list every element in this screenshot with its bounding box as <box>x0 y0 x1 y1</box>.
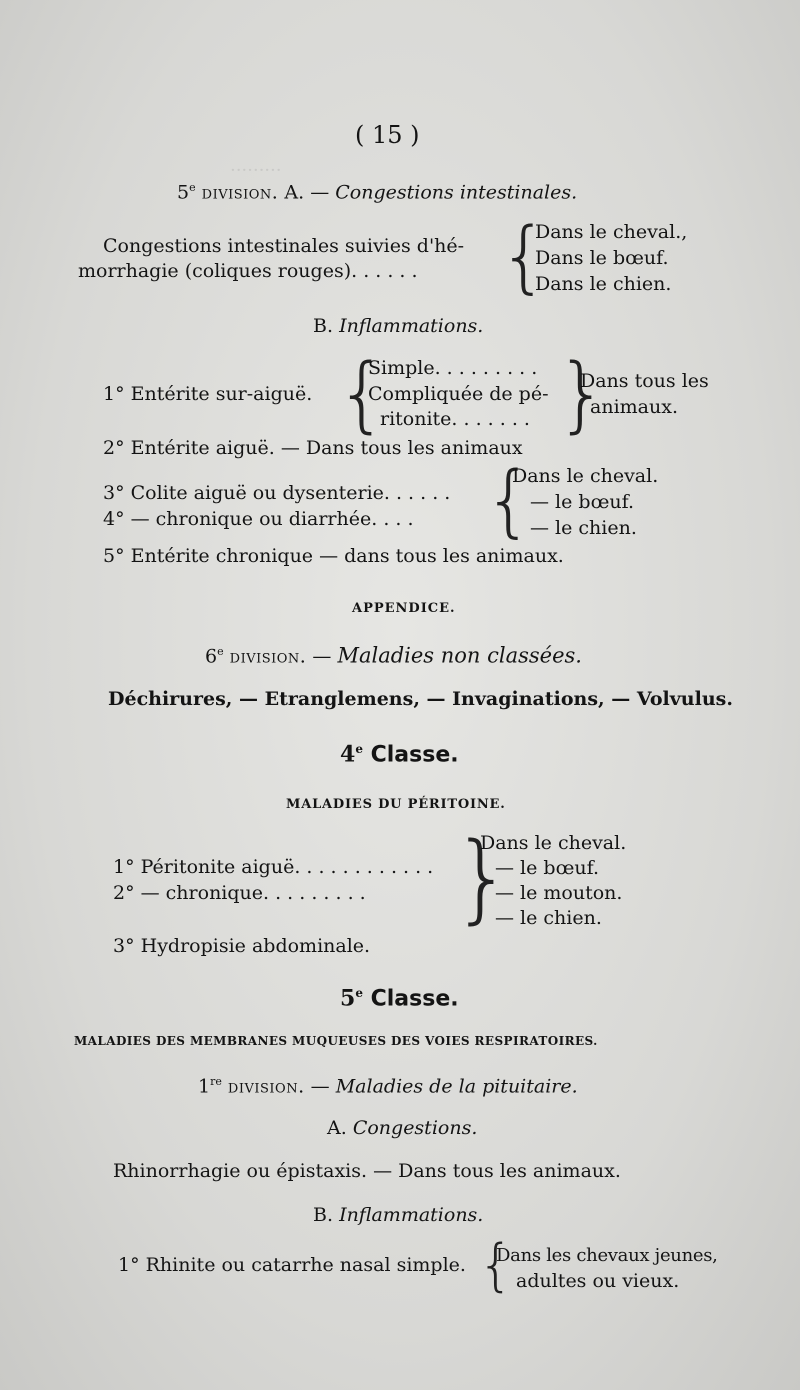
classe-5-number: 5 <box>340 985 356 1012</box>
inflammations-2-heading <box>313 1204 483 1226</box>
rhinite-animals-line2: adultes ou vieux. <box>516 1270 680 1292</box>
congestions-animal-1: Dans le cheval., <box>535 221 688 243</box>
division-5-letter: A. <box>284 181 305 204</box>
division-5-heading <box>177 177 577 203</box>
division-1-title: Maladies de la pituitaire. <box>335 1075 578 1098</box>
sur-form-compliquee: Compliquée de pé- <box>368 383 549 405</box>
congestions-title: Congestions. <box>352 1117 478 1139</box>
inflammations-title: Inflammations. <box>339 315 484 337</box>
congestions-item-line2: morrhagie (coliques rouges). . . . . . <box>78 260 418 282</box>
congestions-animal-3: Dans le chien. <box>535 273 672 295</box>
inflammations-letter: B. <box>313 315 334 337</box>
division-6-ordinal: e <box>217 645 224 658</box>
bleed-through: ········· <box>230 160 282 181</box>
inflammations-heading <box>313 315 483 337</box>
page-number: ( 15 ) <box>355 121 420 149</box>
division-6-number: 6 <box>205 645 218 668</box>
rhinorrhagie: Rhinorrhagie ou épistaxis. — Dans tous les animaux. <box>113 1160 621 1182</box>
division-5-label: division. <box>201 181 279 204</box>
division-5-number: 5 <box>177 181 190 204</box>
sur-form-simple: Simple. . . . . . . . . <box>368 357 538 379</box>
division-1-ordinal: re <box>210 1075 222 1088</box>
classe-5-word: Classe. <box>370 986 459 1012</box>
rhinite: 1° Rhinite ou catarrhe nasal simple. <box>118 1254 466 1276</box>
colite-animal-3: — le chien. <box>530 517 637 539</box>
inflammations-2-letter: B. <box>313 1204 334 1226</box>
inflammations-2-title: Inflammations. <box>339 1204 484 1226</box>
classe-5-division-1-heading <box>198 1071 578 1097</box>
peritonite-animal-2: — le bœuf. <box>495 857 599 879</box>
peritonite-animal-4: — le chien. <box>495 907 602 929</box>
division-5-title: Congestions intestinales. <box>335 181 578 204</box>
classe-4-word: Classe. <box>370 742 459 768</box>
hydropisie: 3° Hydropisie abdominale. <box>113 935 371 957</box>
peritonite-animal-1: Dans le cheval. <box>480 832 627 854</box>
brace-icon: } <box>452 822 514 934</box>
enterite-chronique: 5° Entérite chronique — dans tous les animaux. <box>103 545 564 567</box>
rhinite-animals-line1: Dans les chevaux jeunes, <box>496 1245 718 1266</box>
colite-animal-2: — le bœuf. <box>530 491 634 513</box>
sur-animals-line1: Dans tous les <box>580 370 709 392</box>
brace-icon: } <box>556 347 609 442</box>
sur-animals-line2: animaux. <box>590 396 678 418</box>
congestions-item-line1: Congestions intestinales suivies d'hé- <box>103 235 465 257</box>
colite-animal-1: Dans le cheval. <box>512 465 659 487</box>
classe-4-ordinal: e <box>355 742 363 756</box>
division-6-dash: — <box>312 645 332 668</box>
classe-5-ordinal: e <box>355 986 363 1000</box>
peritonite-chronique: 2° — chronique. . . . . . . . . <box>113 882 366 904</box>
classe-4-number: 4 <box>340 741 356 768</box>
division-1-label: division. <box>227 1075 305 1098</box>
congestions-heading <box>327 1117 477 1139</box>
sur-form-peritonite: ritonite. . . . . . . <box>380 408 530 430</box>
appendice-items: Déchirures, — Etranglemens, — Invaginations, — Volvulus. <box>108 688 733 710</box>
peritonite-animal-3: — le mouton. <box>495 882 623 904</box>
colite-chronique: 4° — chronique ou diarrhée. . . . <box>103 508 414 530</box>
brace-icon: { <box>478 1233 514 1298</box>
brace-icon: { <box>499 212 549 302</box>
division-6-label: division. <box>229 645 307 668</box>
congestions-animal-2: Dans le bœuf. <box>535 247 669 269</box>
division-5-ordinal: e <box>189 181 196 194</box>
division-6-heading <box>205 641 582 667</box>
classe-4-heading <box>340 736 459 768</box>
division-6-title: Maladies non classées. <box>337 643 582 668</box>
congestions-letter: A. <box>327 1117 347 1139</box>
division-5-dash: — <box>310 181 330 204</box>
enterite-aigue: 2° Entérite aiguë. — Dans tous les animaux <box>103 437 523 459</box>
colite-aigue: 3° Colite aiguë ou dysenterie. . . . . . <box>103 482 451 504</box>
enterite-sur-aigue: 1° Entérite sur-aiguë. <box>103 383 313 405</box>
classe-5-subtitle: MALADIES DES MEMBRANES MUQUEUSES DES VOIES RESPIRATOIRES. <box>74 1034 598 1048</box>
appendice-label: APPENDICE. <box>352 601 456 616</box>
brace-icon: { <box>484 456 534 546</box>
peritonite-aigue: 1° Péritonite aiguë. . . . . . . . . . . . <box>113 856 434 878</box>
brace-icon: { <box>336 347 389 442</box>
classe-4-subtitle: MALADIES DU PÉRITOINE. <box>286 797 506 812</box>
division-1-dash: — <box>310 1075 330 1098</box>
division-1-number: 1 <box>198 1075 211 1098</box>
classe-5-heading <box>340 980 459 1012</box>
